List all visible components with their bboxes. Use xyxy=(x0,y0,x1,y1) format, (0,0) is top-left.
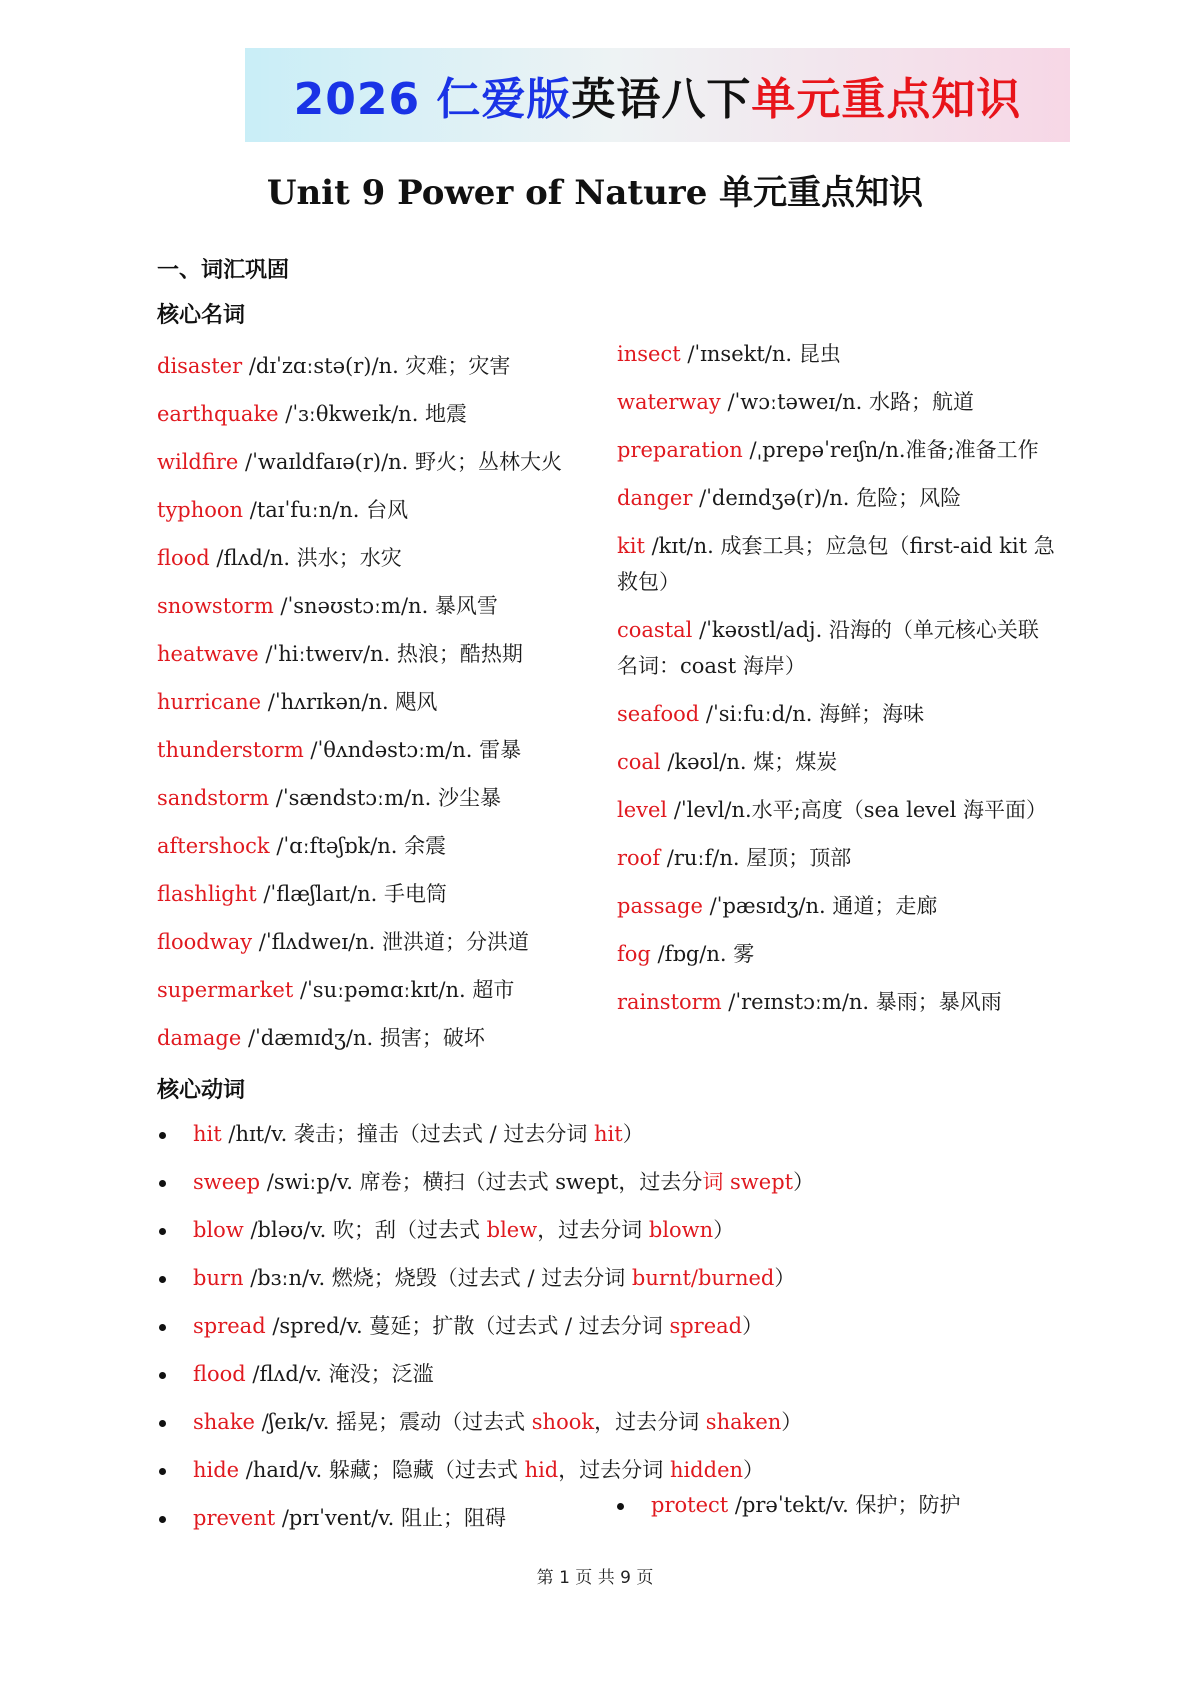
verb-end: ） xyxy=(742,1314,764,1338)
verbs-list xyxy=(157,1116,1057,1548)
noun-def: /ˌprepəˈreɪʃn/n.准备;准备工作 xyxy=(742,438,1039,462)
noun-def: /ˈhiːtweɪv/n. 热浪；酷热期 xyxy=(258,642,523,666)
verb-item xyxy=(157,1164,1057,1212)
noun-word: fog xyxy=(617,942,651,966)
noun-word: snowstorm xyxy=(157,594,274,618)
nouns-heading: 核心名词 xyxy=(157,302,246,328)
noun-def: /ˈɑːftəʃɒk/n. 余震 xyxy=(269,834,447,858)
noun-word: seafood xyxy=(617,702,700,726)
noun-item xyxy=(617,792,1057,828)
noun-def: /ˈɜːθkweɪk/n. 地震 xyxy=(278,402,468,426)
noun-def: /ˈlevl/n.水平;高度（sea level 海平面） xyxy=(667,798,1047,822)
noun-word: earthquake xyxy=(157,402,279,426)
noun-item xyxy=(617,696,1057,732)
noun-def: /kəʊl/n. 煤；煤炭 xyxy=(660,750,838,774)
verbs-heading: 核心动词 xyxy=(157,1077,246,1103)
noun-def: /ˈsnəʊstɔːm/n. 暴风雪 xyxy=(273,594,498,618)
verb-item xyxy=(157,1308,1057,1356)
noun-word: floodway xyxy=(157,930,253,954)
noun-def: /ˈɪnsekt/n. 昆虫 xyxy=(680,342,841,366)
verb-mid: ，过去分词 xyxy=(594,1410,706,1434)
verb-form-1: hit xyxy=(594,1122,623,1146)
noun-word: passage xyxy=(617,894,703,918)
noun-word: coal xyxy=(617,750,661,774)
noun-item xyxy=(617,984,1057,1020)
noun-item xyxy=(617,432,1057,468)
noun-def: /dɪˈzɑːstə(r)/n. 灾难；灾害 xyxy=(242,354,511,378)
noun-item xyxy=(157,492,587,528)
noun-item xyxy=(617,528,1057,600)
noun-word: coastal xyxy=(617,618,693,642)
noun-item xyxy=(157,876,587,912)
noun-item xyxy=(617,612,1057,684)
noun-item xyxy=(617,744,1057,780)
verb-def: /haɪd/v. 躲藏；隐藏（过去式 xyxy=(239,1458,525,1482)
noun-item xyxy=(157,828,587,864)
verb-def: /swiːp/v. 席卷；横扫（过去式 swept，过去分 xyxy=(260,1170,703,1194)
noun-def: /ˈdeɪndʒə(r)/n. 危险；风险 xyxy=(692,486,962,510)
verb-def: /flʌd/v. 淹没；泛滥 xyxy=(245,1362,434,1386)
noun-def: /ˈsiːfuːd/n. 海鲜；海味 xyxy=(699,702,925,726)
verb-word: sweep xyxy=(193,1170,261,1194)
verb-end: ） xyxy=(774,1266,796,1290)
noun-word: rainstorm xyxy=(617,990,722,1014)
verb-word: prevent xyxy=(193,1506,276,1530)
verb-form-1: burnt/burned xyxy=(631,1266,775,1290)
noun-def: /taɪˈfuːn/n. 台风 xyxy=(243,498,409,522)
verb-def: /bləʊ/v. 吹；刮（过去式 xyxy=(243,1218,487,1242)
noun-word: heatwave xyxy=(157,642,259,666)
noun-word: level xyxy=(617,798,668,822)
verb-item xyxy=(157,1212,1057,1260)
noun-item xyxy=(157,396,587,432)
verb-mid: ，过去分词 xyxy=(537,1218,649,1242)
header-banner xyxy=(245,48,1070,142)
verb-def: /ʃeɪk/v. 摇晃；震动（过去式 xyxy=(254,1410,532,1434)
verb-form-1: 词 swept xyxy=(702,1170,794,1194)
noun-def: /flʌd/n. 洪水；水灾 xyxy=(209,546,402,570)
noun-word: kit xyxy=(617,534,645,558)
noun-def: /ruːf/n. 屋顶；顶部 xyxy=(660,846,852,870)
verb-form-1: shook xyxy=(531,1410,595,1434)
verb-item xyxy=(157,1116,1057,1164)
noun-item xyxy=(157,540,587,576)
noun-item xyxy=(617,384,1057,420)
noun-item xyxy=(157,444,587,480)
noun-def: /ˈpæsɪdʒ/n. 通道；走廊 xyxy=(702,894,938,918)
noun-item xyxy=(157,684,587,720)
verb-item xyxy=(157,1404,1057,1452)
verb-end: ） xyxy=(781,1410,803,1434)
verb-word: shake xyxy=(193,1410,255,1434)
verb-word: hide xyxy=(193,1458,240,1482)
section-heading-vocab: 一、词汇巩固 xyxy=(157,257,290,283)
noun-item xyxy=(157,972,587,1008)
noun-item xyxy=(157,348,587,384)
verb-item xyxy=(157,1356,1057,1404)
verb-def: /hɪt/v. 袭击；撞击（过去式 / 过去分词 xyxy=(221,1122,595,1146)
noun-item xyxy=(617,888,1057,924)
noun-word: damage xyxy=(157,1026,242,1050)
noun-word: typhoon xyxy=(157,498,244,522)
page-footer: 第 1 页 共 9 页 xyxy=(536,1568,654,1588)
verb-form-2: shaken xyxy=(705,1410,782,1434)
nouns-left-column xyxy=(157,348,587,1068)
verb-form-1: blew xyxy=(486,1218,538,1242)
verb-def: /prəˈtekt/v. 保护；防护 xyxy=(728,1493,961,1517)
noun-item xyxy=(157,780,587,816)
verb-item xyxy=(157,1260,1057,1308)
noun-item xyxy=(157,732,587,768)
verb-word: spread xyxy=(193,1314,266,1338)
noun-def: /kɪt/n. 成套工具；应急包（first-aid kit 急救包） xyxy=(617,534,1055,594)
noun-item xyxy=(157,924,587,960)
noun-word: thunderstorm xyxy=(157,738,304,762)
noun-def: /ˈwaɪldfaɪə(r)/n. 野火；丛林大火 xyxy=(238,450,563,474)
verb-item-protect xyxy=(615,1487,960,1523)
noun-word: waterway xyxy=(617,390,721,414)
noun-item xyxy=(617,840,1057,876)
banner-part-3: 单元重点知识 xyxy=(751,74,1022,125)
noun-item xyxy=(617,480,1057,516)
noun-def: /ˈhʌrɪkən/n. 飓风 xyxy=(261,690,438,714)
noun-def: /ˈsændstɔːm/n. 沙尘暴 xyxy=(269,786,502,810)
noun-item xyxy=(157,1020,587,1056)
noun-def: /fɒg/n. 雾 xyxy=(650,942,755,966)
noun-word: supermarket xyxy=(157,978,294,1002)
noun-def: /ˈθʌndəstɔːm/n. 雷暴 xyxy=(303,738,522,762)
verb-word: hit xyxy=(193,1122,222,1146)
noun-def: /ˈkəʊstl/adj. 沿海的（单元核心关联名词：coast 海岸） xyxy=(617,618,1039,678)
noun-item xyxy=(157,636,587,672)
verb-form-2: blown xyxy=(648,1218,714,1242)
verb-word: blow xyxy=(193,1218,244,1242)
verb-form-1: spread xyxy=(669,1314,743,1338)
noun-word: disaster xyxy=(157,354,243,378)
noun-word: aftershock xyxy=(157,834,270,858)
verb-word: flood xyxy=(193,1362,246,1386)
verb-form-2: hidden xyxy=(669,1458,744,1482)
banner-part-1: 2026 仁爱版 xyxy=(293,74,572,125)
verb-end: ） xyxy=(793,1170,815,1194)
noun-word: insect xyxy=(617,342,681,366)
verb-end: ） xyxy=(743,1458,765,1482)
noun-word: flood xyxy=(157,546,210,570)
banner-part-2: 英语八下 xyxy=(571,74,752,125)
noun-word: roof xyxy=(617,846,661,870)
noun-item xyxy=(157,588,587,624)
verb-word: protect xyxy=(651,1493,729,1517)
verb-word: burn xyxy=(193,1266,244,1290)
noun-word: danger xyxy=(617,486,693,510)
verb-def: /bɜːn/v. 燃烧；烧毁（过去式 / 过去分词 xyxy=(243,1266,632,1290)
noun-def: /ˈdæmɪdʒ/n. 损害；破坏 xyxy=(241,1026,485,1050)
noun-item xyxy=(617,936,1057,972)
noun-def: /ˈflʌdweɪ/n. 泄洪道；分洪道 xyxy=(252,930,530,954)
page-title: Unit 9 Power of Nature 单元重点知识 xyxy=(266,173,924,213)
noun-item xyxy=(617,336,1057,372)
noun-def: /ˈflæʃlaɪt/n. 手电筒 xyxy=(256,882,447,906)
noun-def: /ˈsuːpəmɑːkɪt/n. 超市 xyxy=(293,978,515,1002)
noun-def: /ˈreɪnstɔːm/n. 暴雨；暴风雨 xyxy=(721,990,1002,1014)
noun-word: preparation xyxy=(617,438,743,462)
noun-def: /ˈwɔːtəweɪ/n. 水路；航道 xyxy=(720,390,975,414)
verb-end: ） xyxy=(713,1218,735,1242)
verb-def: /prɪˈvent/v. 阻止；阻碍 xyxy=(275,1506,506,1530)
noun-word: flashlight xyxy=(157,882,257,906)
noun-word: sandstorm xyxy=(157,786,270,810)
noun-word: hurricane xyxy=(157,690,262,714)
verb-def: /spred/v. 蔓延；扩散（过去式 / 过去分词 xyxy=(265,1314,670,1338)
noun-word: wildfire xyxy=(157,450,239,474)
verb-mid: ，过去分词 xyxy=(558,1458,670,1482)
nouns-right-column xyxy=(617,336,1057,1032)
verb-form-1: hid xyxy=(524,1458,559,1482)
verb-end: ） xyxy=(622,1122,644,1146)
